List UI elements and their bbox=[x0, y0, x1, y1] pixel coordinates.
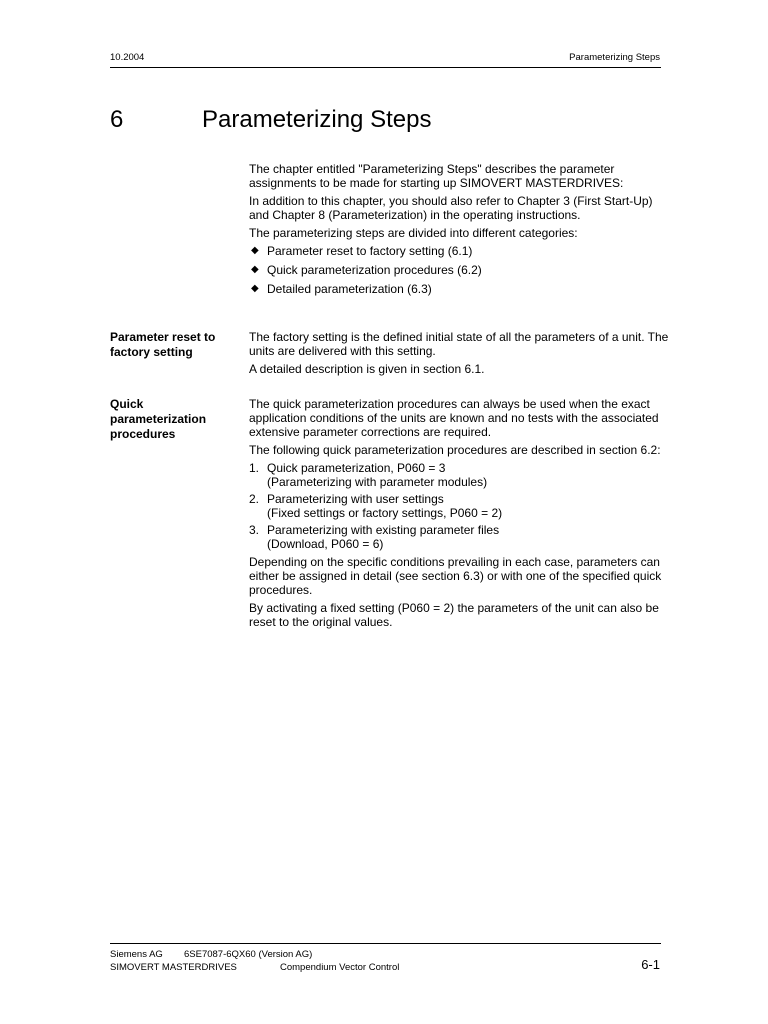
footer-document-title: Compendium Vector Control bbox=[280, 962, 400, 973]
sidehead-quick: Quick parameterization procedures bbox=[110, 397, 207, 441]
chapter-number: 6 bbox=[110, 106, 124, 133]
reset-paragraph-2: A detailed description is given in section 6.1. bbox=[249, 362, 485, 376]
sidehead-reset: Parameter reset to factory setting bbox=[110, 330, 216, 359]
diamond-bullet-icon: ◆ bbox=[251, 283, 259, 294]
list-item: ◆ Quick parameterization procedures (6.2) bbox=[251, 263, 482, 277]
chapter-title: Parameterizing Steps bbox=[202, 106, 432, 133]
footer-order-number: 6SE7087-6QX60 (Version AG) bbox=[184, 949, 313, 960]
quick-paragraph-3: Depending on the specific conditions prevailing in each case, parameters can either be assigned in detail (see section 6.3) or with one of the specified quick procedures. bbox=[249, 555, 662, 597]
quick-paragraph-4: By activating a fixed setting (P060 = 2) the parameters of the unit can also be reset to the original values. bbox=[249, 601, 659, 629]
list-item: 3. Parameterizing with existing parameter files (Download, P060 = 6) bbox=[249, 523, 500, 551]
quick-paragraph-1: The quick parameterization procedures can always be used when the exact application conditions of the units are known and no tests with the associated extensive parameter corrections are required. bbox=[249, 397, 659, 439]
reset-paragraph-1: The factory setting is the defined initial state of all the parameters of a unit. The units are delivered with this setting. bbox=[249, 330, 669, 358]
procedure-list bbox=[249, 461, 669, 551]
diamond-bullet-icon: ◆ bbox=[251, 264, 259, 275]
footer-company: Siemens AG bbox=[110, 949, 163, 960]
header-section-title: Parameterizing Steps bbox=[569, 52, 660, 63]
list-item: 1. Quick parameterization, P060 = 3 (Parameterizing with parameter modules) bbox=[249, 461, 488, 489]
footer-product: SIMOVERT MASTERDRIVES bbox=[110, 962, 237, 973]
list-item: ◆ Parameter reset to factory setting (6.1) bbox=[251, 244, 473, 258]
category-list bbox=[249, 244, 669, 296]
quick-block bbox=[249, 397, 669, 633]
reset-block bbox=[249, 330, 669, 380]
page-header bbox=[110, 52, 660, 66]
page-footer bbox=[110, 948, 660, 974]
page-number: 6-1 bbox=[641, 957, 660, 972]
diamond-bullet-icon: ◆ bbox=[251, 245, 259, 256]
header-divider bbox=[110, 67, 661, 68]
intro-block bbox=[249, 162, 669, 301]
intro-paragraph-3: The parameterizing steps are divided into different categories: bbox=[249, 226, 578, 240]
intro-paragraph-2: In addition to this chapter, you should also refer to Chapter 3 (First Start-Up) and Chapter 8 (Parameterization) in the operating instructions. bbox=[249, 194, 653, 222]
list-item: ◆ Detailed parameterization (6.3) bbox=[251, 282, 432, 296]
list-item: 2. Parameterizing with user settings (Fixed settings or factory settings, P060 = 2) bbox=[249, 492, 503, 520]
quick-paragraph-2: The following quick parameterization procedures are described in section 6.2: bbox=[249, 443, 661, 457]
intro-paragraph-1: The chapter entitled "Parameterizing Steps" describes the parameter assignments to be made for starting up SIMOVERT MASTERDRIVES: bbox=[249, 162, 624, 190]
header-date: 10.2004 bbox=[110, 52, 145, 63]
footer-divider bbox=[110, 943, 661, 944]
